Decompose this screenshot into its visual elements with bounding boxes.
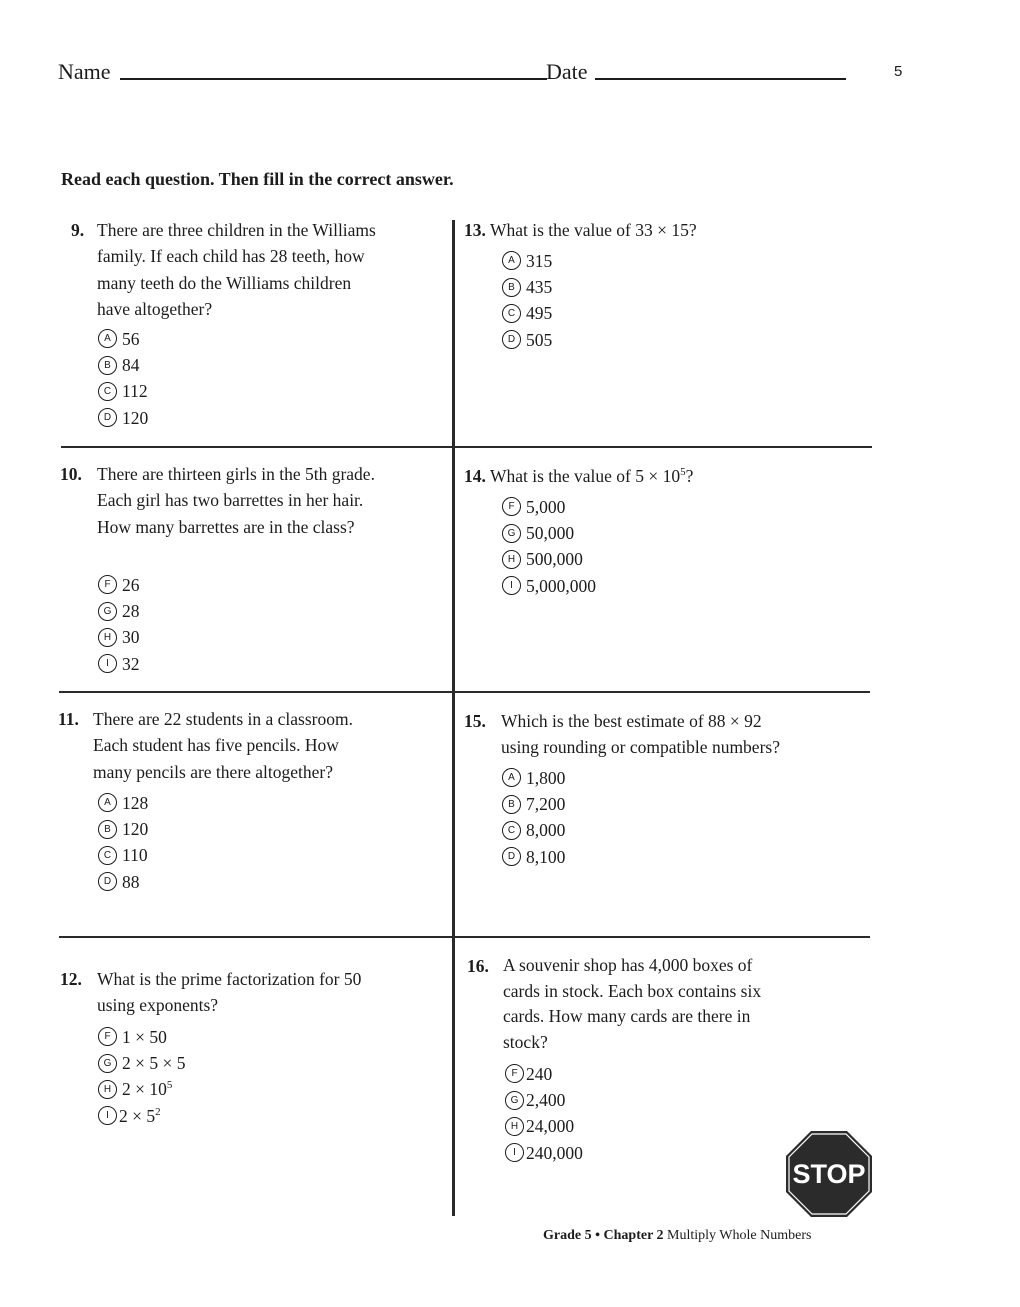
answer-option[interactable] — [502, 300, 552, 326]
answer-bubble[interactable]: H — [505, 1117, 524, 1136]
question-text-line: many pencils are there altogether? — [93, 761, 334, 782]
answer-text: 500,000 — [526, 549, 583, 570]
answer-option[interactable] — [98, 572, 140, 598]
footer-grade: Grade 5 — [543, 1228, 592, 1243]
footer-topic: Multiply Whole Numbers — [667, 1228, 812, 1243]
answer-options-9 — [98, 326, 148, 431]
answer-option[interactable] — [502, 844, 565, 870]
answer-bubble[interactable]: A — [98, 329, 117, 348]
answer-bubble[interactable]: I — [502, 576, 521, 595]
question-number: 10. — [60, 464, 82, 484]
answer-bubble[interactable]: F — [98, 575, 117, 594]
exponent: 2 — [155, 1105, 161, 1118]
answer-text: 240,000 — [526, 1142, 583, 1163]
question-text-line: There are three children in the Williams — [97, 220, 376, 240]
answer-bubble[interactable]: A — [502, 768, 521, 787]
answer-bubble[interactable]: A — [502, 251, 521, 270]
question-number: 14. — [464, 466, 486, 486]
answer-text: 435 — [526, 277, 553, 298]
answer-text: 2,400 — [526, 1090, 566, 1111]
answer-option[interactable] — [502, 791, 565, 817]
answer-text: 88 — [122, 871, 140, 892]
question-text-line: stock? — [503, 1031, 548, 1052]
answer-bubble[interactable]: G — [98, 602, 117, 621]
question-text-line: Each student has five pencils. How — [93, 735, 339, 756]
answer-bubble[interactable]: C — [98, 846, 117, 865]
answer-text: 32 — [122, 653, 140, 674]
answer-text: 84 — [122, 355, 140, 376]
question-number: 12. — [60, 969, 82, 989]
question-11 — [58, 706, 443, 785]
exponent: 5 — [166, 1079, 173, 1092]
answer-option[interactable] — [502, 765, 565, 791]
question-text-line: There are 22 students in a classroom. — [93, 709, 353, 729]
answer-option[interactable] — [98, 598, 140, 624]
answer-option[interactable] — [98, 624, 140, 650]
question-15 — [464, 708, 864, 761]
answer-options-15 — [502, 765, 565, 870]
answer-bubble[interactable]: G — [505, 1091, 524, 1110]
answer-option[interactable] — [98, 1050, 186, 1076]
answer-option[interactable] — [98, 405, 148, 431]
answer-bubble[interactable]: D — [502, 847, 521, 866]
answer-option[interactable] — [502, 494, 596, 520]
question-text-end: ? — [685, 466, 694, 486]
answer-bubble[interactable]: D — [98, 408, 117, 427]
answer-option[interactable] — [505, 1061, 583, 1087]
answer-option[interactable] — [502, 520, 596, 546]
answer-option[interactable] — [505, 1087, 583, 1113]
answer-text: 110 — [122, 845, 148, 866]
answer-bubble[interactable]: C — [502, 304, 521, 323]
answer-bubble[interactable]: I — [98, 654, 117, 673]
question-text-line: Each girl has two barrettes in her hair. — [97, 490, 364, 511]
answer-text: 120 — [122, 407, 149, 428]
answer-text: 24,000 — [526, 1116, 575, 1137]
question-text-line: cards in stock. Each box contains six — [503, 980, 762, 1001]
answer-bubble[interactable]: C — [98, 382, 117, 401]
answer-bubble[interactable]: D — [502, 330, 521, 349]
answer-bubble[interactable]: H — [98, 1080, 117, 1099]
question-text-line: Which is the best estimate of 88 × 92 — [501, 711, 762, 731]
answer-bubble[interactable]: H — [502, 550, 521, 569]
answer-option[interactable] — [98, 1103, 186, 1129]
answer-text: 495 — [526, 303, 553, 324]
answer-bubble[interactable]: C — [502, 821, 521, 840]
answer-bubble[interactable]: F — [98, 1027, 117, 1046]
answer-text: 2 × 10 — [122, 1079, 167, 1100]
answer-options-13 — [502, 248, 552, 353]
answer-text: 5,000 — [526, 497, 566, 517]
answer-option[interactable] — [502, 817, 565, 843]
answer-text: 50,000 — [526, 523, 575, 544]
answer-bubble[interactable]: H — [98, 628, 117, 647]
question-text-line: cards. How many cards are there in — [503, 1006, 751, 1026]
answer-text: 315 — [526, 251, 553, 271]
name-label: Name — [58, 59, 111, 84]
answer-bubble[interactable]: I — [98, 1106, 117, 1125]
answer-options-11 — [98, 790, 148, 895]
answer-options-12 — [98, 1024, 186, 1129]
answer-option[interactable] — [502, 327, 552, 353]
answer-text: 1 × 50 — [122, 1027, 167, 1047]
answer-text: 26 — [122, 575, 140, 595]
answer-option[interactable] — [505, 1113, 583, 1139]
date-label: Date — [546, 59, 588, 84]
answer-option[interactable] — [502, 248, 552, 274]
answer-text: 240 — [526, 1064, 553, 1084]
answer-bubble[interactable]: B — [98, 356, 117, 375]
question-13 — [464, 217, 864, 243]
stop-sign-text: STOP — [792, 1159, 866, 1189]
question-12 — [60, 966, 445, 1019]
page-number: 5 — [894, 63, 903, 80]
question-9 — [71, 217, 441, 322]
answer-text: 5,000,000 — [526, 575, 596, 596]
answer-text: 8,100 — [526, 846, 566, 867]
answer-bubble[interactable]: D — [98, 872, 117, 891]
question-16 — [467, 953, 867, 1055]
answer-option[interactable] — [502, 546, 596, 572]
answer-option[interactable] — [98, 1076, 186, 1102]
answer-text: 56 — [122, 329, 140, 349]
exponent: 5 — [680, 466, 686, 479]
answer-text: 8,000 — [526, 820, 566, 841]
answer-option[interactable] — [98, 1024, 186, 1050]
stop-sign-icon — [786, 1131, 872, 1217]
question-text-line: have altogether? — [97, 298, 213, 319]
answer-text: 1,800 — [526, 768, 566, 788]
answer-bubble[interactable]: B — [502, 795, 521, 814]
answer-text: 505 — [526, 329, 553, 350]
question-number: 16. — [467, 956, 489, 976]
answer-option[interactable] — [98, 869, 148, 895]
question-number: 13. — [464, 220, 486, 240]
answer-text: 120 — [122, 819, 149, 840]
question-text-line: There are thirteen girls in the 5th grade. — [97, 464, 375, 484]
answer-bubble[interactable]: G — [502, 524, 521, 543]
row-divider-1 — [61, 446, 872, 448]
answer-bubble[interactable]: F — [502, 497, 521, 516]
answer-option[interactable] — [502, 274, 552, 300]
answer-option[interactable] — [505, 1140, 583, 1166]
question-text-line: many teeth do the Williams children — [97, 272, 352, 293]
question-text-line: using exponents? — [97, 995, 219, 1016]
answer-option[interactable] — [98, 816, 148, 842]
question-number: 11. — [58, 709, 79, 729]
answer-text: 128 — [122, 793, 149, 813]
answer-bubble[interactable]: F — [505, 1064, 524, 1083]
answer-bubble[interactable]: B — [502, 278, 521, 297]
footer — [543, 1228, 811, 1244]
question-10 — [60, 461, 445, 540]
question-text-line: family. If each child has 28 teeth, how — [97, 246, 365, 267]
answer-text: 2 × 5 — [119, 1105, 156, 1126]
question-number: 15. — [464, 711, 486, 731]
answer-option[interactable] — [98, 352, 148, 378]
answer-bubble[interactable]: A — [98, 793, 117, 812]
answer-bubble[interactable]: I — [505, 1143, 524, 1162]
date-field-line[interactable] — [595, 78, 846, 80]
answer-text: 28 — [122, 601, 140, 622]
answer-option[interactable] — [98, 790, 148, 816]
question-text-line: What is the prime factorization for 50 — [97, 969, 362, 989]
question-text-line: using rounding or compatible numbers? — [501, 737, 780, 758]
footer-chapter: Chapter 2 — [603, 1228, 664, 1243]
instructions: Read each question. Then fill in the correct answer. — [61, 169, 454, 189]
answer-text: 2 × 5 × 5 — [122, 1053, 186, 1074]
row-divider-3 — [59, 936, 870, 938]
question-text-line: What is the value of 33 × 15? — [489, 220, 697, 240]
answer-text: 30 — [122, 627, 140, 648]
question-14 — [464, 463, 864, 489]
answer-option[interactable] — [98, 378, 148, 404]
answer-bubble[interactable]: B — [98, 820, 117, 839]
answer-text: 7,200 — [526, 794, 566, 815]
answer-options-16 — [505, 1061, 583, 1166]
question-number: 9. — [71, 220, 85, 240]
row-divider-2 — [59, 691, 870, 693]
answer-option[interactable] — [98, 326, 148, 352]
answer-option[interactable] — [98, 651, 140, 677]
answer-options-14 — [502, 494, 596, 599]
question-text-line: A souvenir shop has 4,000 boxes of — [503, 955, 753, 975]
answer-bubble[interactable]: G — [98, 1054, 117, 1073]
footer-separator: • — [595, 1228, 601, 1243]
answer-text: 112 — [122, 381, 148, 402]
column-divider — [452, 220, 455, 1216]
answer-option[interactable] — [502, 573, 596, 599]
question-text-line: How many barrettes are in the class? — [97, 516, 355, 537]
answer-option[interactable] — [98, 842, 148, 868]
name-field-line[interactable] — [120, 78, 547, 80]
question-text: What is the value of 5 × 10 — [489, 466, 681, 486]
answer-options-10 — [98, 572, 140, 677]
